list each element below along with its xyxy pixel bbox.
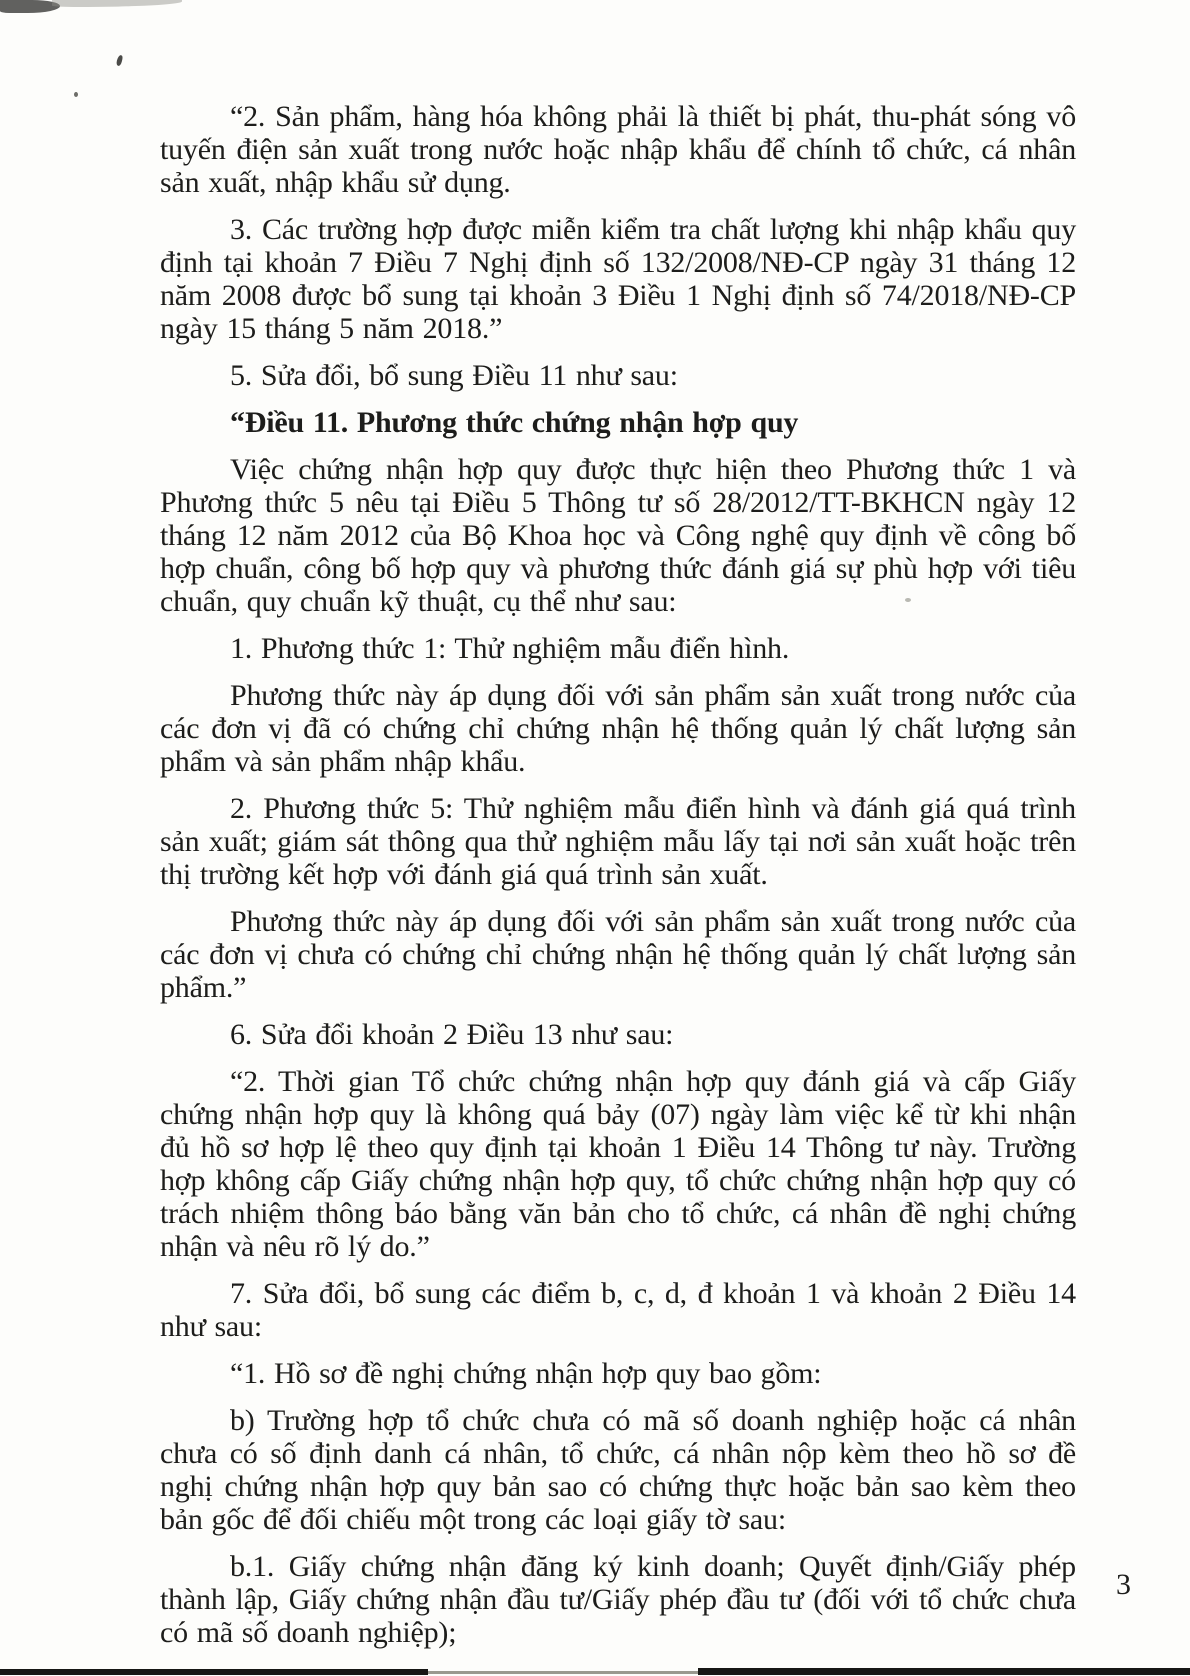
page-number: 3 — [1116, 1568, 1131, 1601]
paragraph: 2. Phương thức 5: Thử nghiệm mẫu điển hình và đánh giá quá trình sản xuất; giám sát thông qua thử nghiệm mẫu lấy tại nơi sản xuất hoặc trên thị trường kết hợp với đánh giá quá trình sản xuất. — [160, 792, 1076, 891]
paragraph: 6. Sửa đổi khoản 2 Điều 13 như sau: — [230, 1018, 674, 1051]
scan-smudge-top-left-faint — [52, 0, 182, 7]
scan-speck — [74, 92, 78, 97]
article-heading: “Điều 11. Phương thức chứng nhận hợp quy — [230, 406, 799, 439]
paragraph: “2. Sản phẩm, hàng hóa không phải là thiết bị phát, thu-phát sóng vô tuyến điện sản xuất trong nước hoặc nhập khẩu để chính tổ chức, cá nhân sản xuất, nhập khẩu sử dụng. — [160, 100, 1076, 199]
document-body — [160, 100, 1076, 1663]
paragraph: 1. Phương thức 1: Thử nghiệm mẫu điển hình. — [230, 632, 790, 665]
scan-edge-bottom-middle — [428, 1671, 698, 1674]
paragraph: Phương thức này áp dụng đối với sản phẩm sản xuất trong nước của các đơn vị chưa có chứng chỉ chứng nhận hệ thống quản lý chất lượng sản phẩm.” — [160, 905, 1076, 1004]
scan-edge-bottom-left — [0, 1669, 428, 1675]
scan-edge-bottom-right — [698, 1668, 1190, 1675]
scan-speck — [116, 55, 124, 67]
paragraph: 3. Các trường hợp được miễn kiểm tra chất lượng khi nhập khẩu quy định tại khoản 7 Điều 7 Nghị định số 132/2008/NĐ-CP ngày 31 tháng 12 năm 2008 được bổ sung tại khoản 3 Điều 1 Nghị định số 74/2018/NĐ-CP ngày 15 tháng 5 năm 2018.” — [160, 213, 1076, 345]
paragraph: 5. Sửa đổi, bổ sung Điều 11 như sau: — [230, 359, 678, 392]
paragraph: 7. Sửa đổi, bổ sung các điểm b, c, d, đ khoản 1 và khoản 2 Điều 14 như sau: — [160, 1277, 1076, 1343]
paragraph: “1. Hồ sơ đề nghị chứng nhận hợp quy bao gồm: — [230, 1357, 822, 1390]
paragraph: “2. Thời gian Tổ chức chứng nhận hợp quy đánh giá và cấp Giấy chứng nhận hợp quy là không quá bảy (07) ngày làm việc kể từ khi nhận đủ hồ sơ hợp lệ theo quy định tại khoản 1 Điều 14 Thông tư này. Trường hợp không cấp Giấy chứng nhận hợp quy, tổ chức chứng nhận hợp quy có trách nhiệm thông báo bằng văn bản cho tổ chức, cá nhân đề nghị chứng nhận và nêu rõ lý do.” — [160, 1065, 1076, 1263]
paragraph: b.1. Giấy chứng nhận đăng ký kinh doanh; Quyết định/Giấy phép thành lập, Giấy chứng nhận đầu tư/Giấy phép đầu tư (đối với tổ chức chưa có mã số doanh nghiệp); — [160, 1550, 1076, 1649]
paragraph: Việc chứng nhận hợp quy được thực hiện theo Phương thức 1 và Phương thức 5 nêu tại Điều 5 Thông tư số 28/2012/TT-BKHCN ngày 12 tháng 12 năm 2012 của Bộ Khoa học và Công nghệ quy định về công bố hợp chuẩn, công bố hợp quy và phương thức đánh giá sự phù hợp với tiêu chuẩn, quy chuẩn kỹ thuật, cụ thể như sau: — [160, 453, 1076, 618]
scan-smudge-top-left — [0, 0, 60, 13]
paragraph: Phương thức này áp dụng đối với sản phẩm sản xuất trong nước của các đơn vị đã có chứng chỉ chứng nhận hệ thống quản lý chất lượng sản phẩm và sản phẩm nhập khẩu. — [160, 679, 1076, 778]
paragraph: b) Trường hợp tổ chức chưa có mã số doanh nghiệp hoặc cá nhân chưa có số định danh cá nhân, tổ chức, cá nhân nộp kèm theo hồ sơ đề nghị chứng nhận hợp quy bản sao có chứng thực hoặc bản sao kèm theo bản gốc để đối chiếu một trong các loại giấy tờ sau: — [160, 1404, 1076, 1536]
